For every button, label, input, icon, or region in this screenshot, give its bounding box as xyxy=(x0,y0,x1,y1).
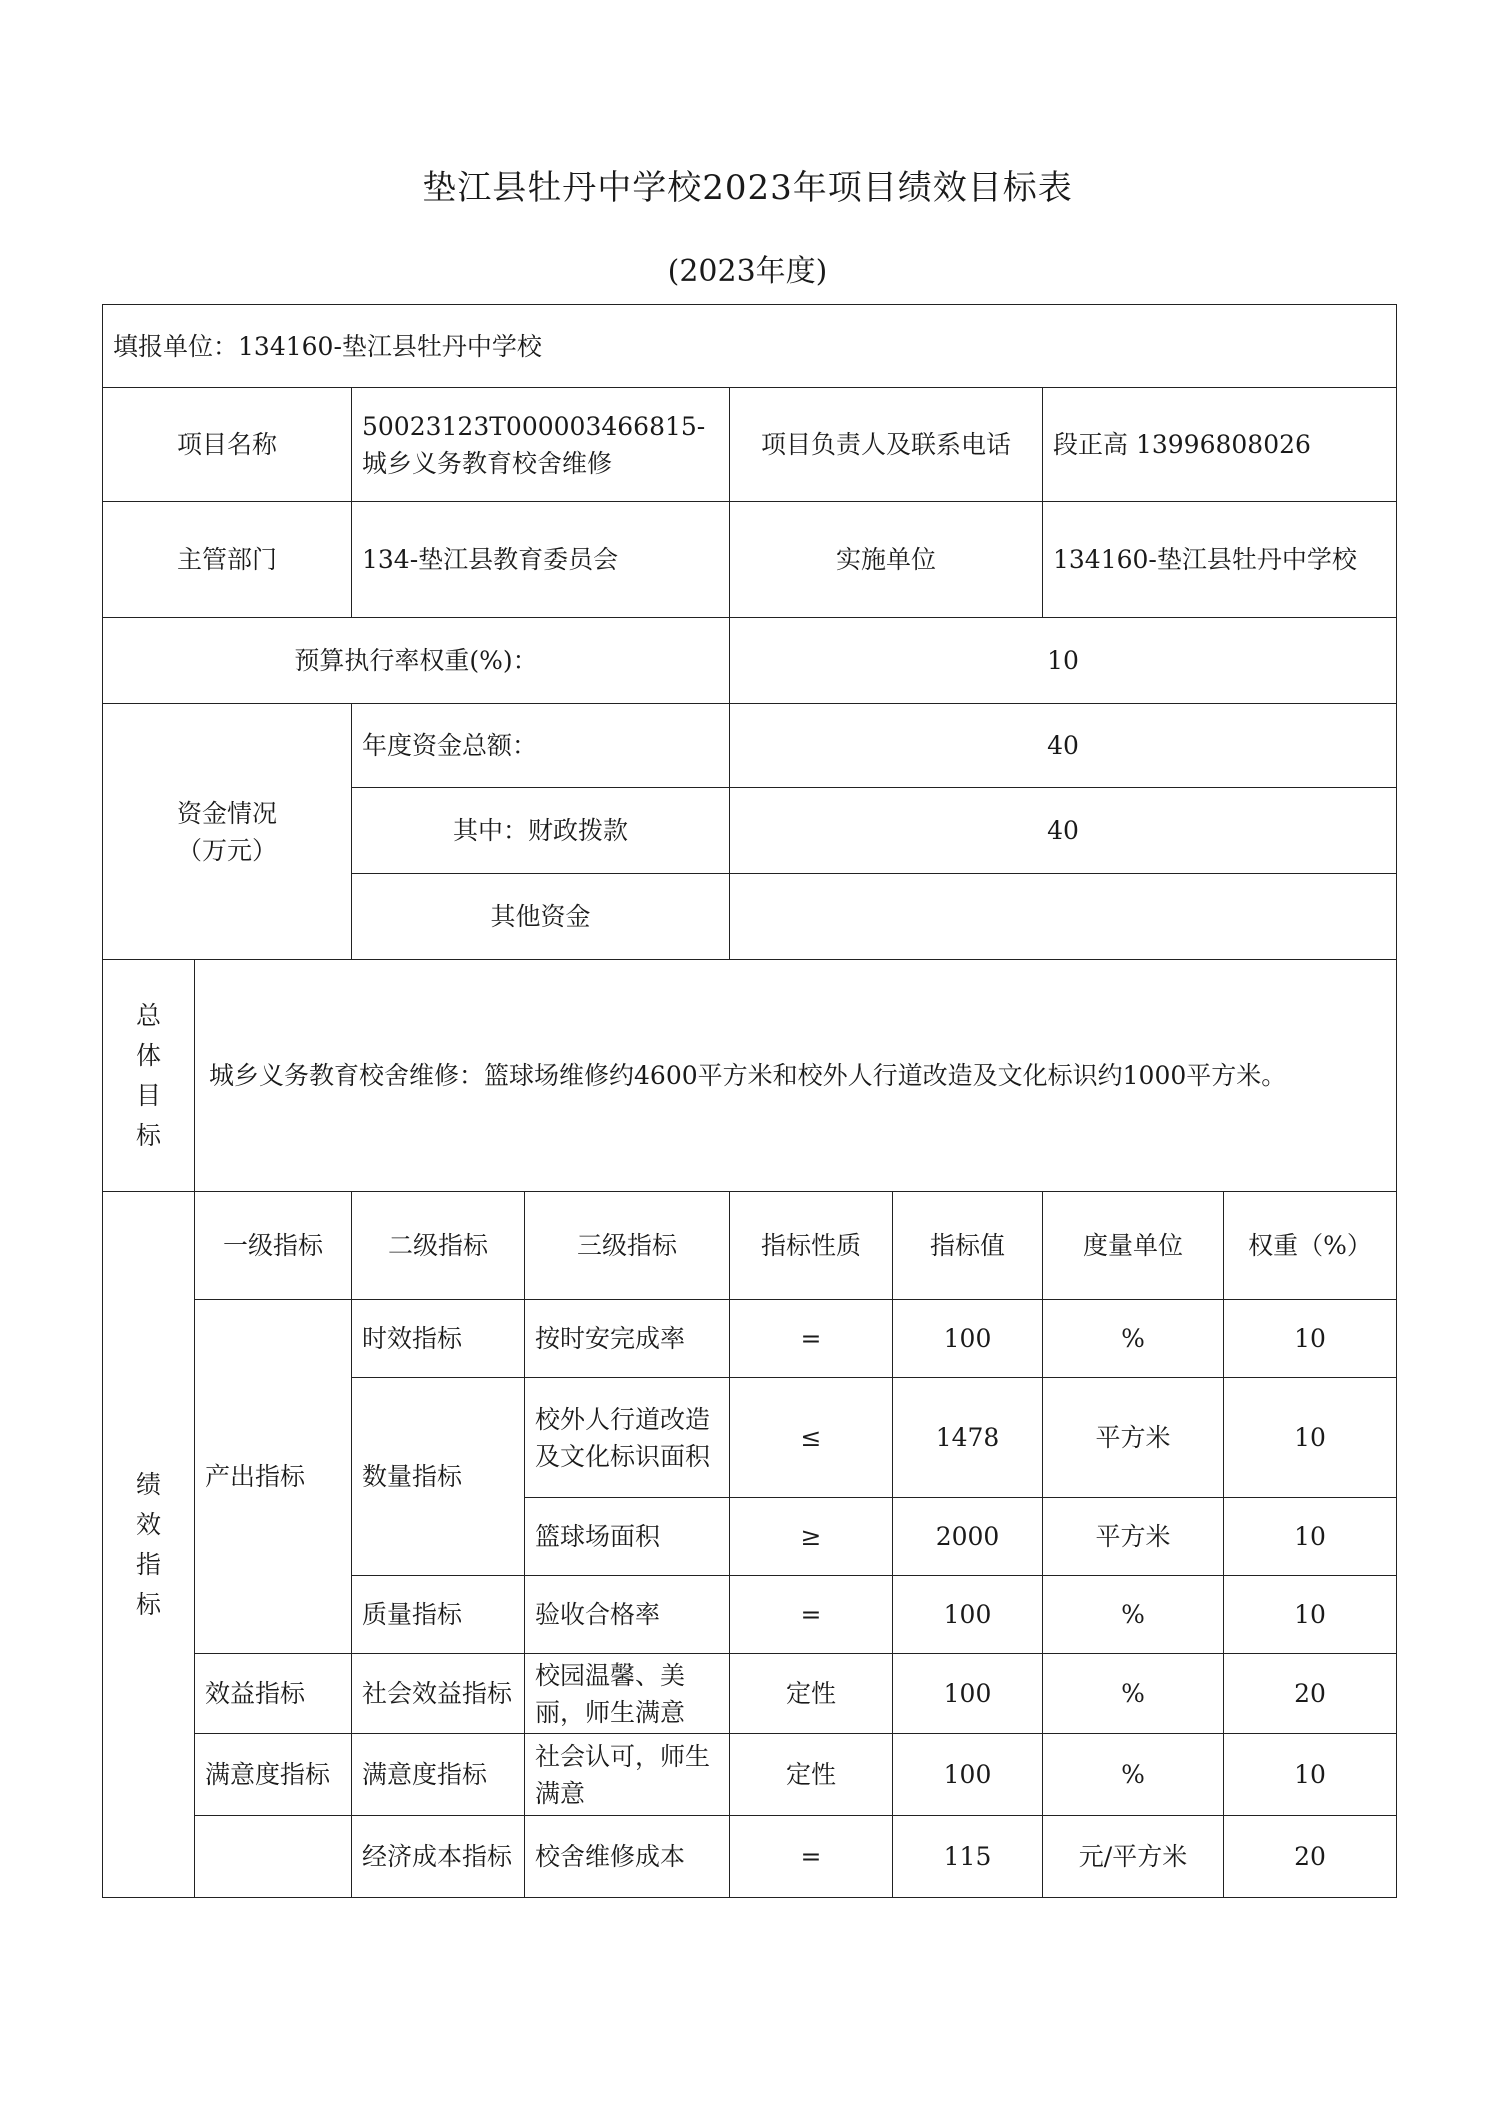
department-label: 主管部门 xyxy=(103,502,352,618)
implementing-unit-value: 134160-垫江县牡丹中学校 xyxy=(1043,502,1397,618)
value-cell: 1478 xyxy=(893,1378,1043,1498)
header-weight: 权重（%） xyxy=(1224,1192,1397,1300)
budget-weight-label: 预算执行率权重(%)： xyxy=(103,618,730,704)
funds-total-label: 年度资金总额： xyxy=(352,704,730,788)
funds-fiscal-value: 40 xyxy=(730,788,1397,874)
weight-cell: 20 xyxy=(1224,1654,1397,1734)
level2-satisfaction: 满意度指标 xyxy=(352,1734,525,1816)
value-cell: 115 xyxy=(893,1816,1043,1898)
header-level1: 一级指标 xyxy=(195,1192,352,1300)
weight-cell: 10 xyxy=(1224,1734,1397,1816)
level2-timeliness: 时效指标 xyxy=(352,1300,525,1378)
nature-cell: 定性 xyxy=(730,1654,893,1734)
funds-other-value xyxy=(730,874,1397,960)
funds-other-label: 其他资金 xyxy=(352,874,730,960)
funds-label-line1: 资金情况 xyxy=(176,798,277,828)
filing-unit-row xyxy=(103,305,1397,388)
funds-label-line2: （万元） xyxy=(176,835,277,865)
overall-goal-char: 体 xyxy=(135,1040,161,1070)
page-title: 垫江县牡丹中学校2023年项目绩效目标表 xyxy=(422,168,1073,208)
project-manager-value: 段正高 13996808026 xyxy=(1043,388,1397,502)
header-unit: 度量单位 xyxy=(1043,1192,1224,1300)
budget-weight-value: 10 xyxy=(730,618,1397,704)
funds-fiscal-label: 其中：财政拨款 xyxy=(352,788,730,874)
overall-goal-char: 总 xyxy=(135,1000,161,1030)
value-cell: 100 xyxy=(893,1734,1043,1816)
weight-cell: 20 xyxy=(1224,1816,1397,1898)
nature-cell: = xyxy=(730,1816,893,1898)
overall-goal-char: 目 xyxy=(135,1080,161,1110)
unit-cell: % xyxy=(1043,1654,1224,1734)
value-cell: 100 xyxy=(893,1654,1043,1734)
unit-cell: 元/平方米 xyxy=(1043,1816,1224,1898)
level3-cell: 社会认可，师生满意 xyxy=(525,1734,730,1816)
indicators-char: 标 xyxy=(135,1589,161,1619)
budget-weight-row xyxy=(103,618,1397,704)
level1-blank xyxy=(195,1816,352,1898)
project-name-label: 项目名称 xyxy=(103,388,352,502)
department-row xyxy=(103,502,1397,618)
unit-cell: 平方米 xyxy=(1043,1498,1224,1576)
level3-cell: 验收合格率 xyxy=(525,1576,730,1654)
weight-cell: 10 xyxy=(1224,1378,1397,1498)
indicators-label xyxy=(103,1192,195,1898)
nature-cell: ≥ xyxy=(730,1498,893,1576)
overall-goal-char: 标 xyxy=(135,1120,161,1150)
filing-unit-cell xyxy=(103,305,1397,388)
level3-cell: 校园温馨、美丽，师生满意 xyxy=(525,1654,730,1734)
header-nature: 指标性质 xyxy=(730,1192,893,1300)
indicator-row xyxy=(103,1654,1397,1734)
indicators-char: 指 xyxy=(135,1549,161,1579)
unit-cell: % xyxy=(1043,1734,1224,1816)
indicator-row xyxy=(103,1300,1397,1378)
overall-goal-text: 城乡义务教育校舍维修：篮球场维修约4600平方米和校外人行道改造及文化标识约1000平方米。 xyxy=(195,960,1397,1192)
header-value: 指标值 xyxy=(893,1192,1043,1300)
nature-cell: = xyxy=(730,1300,893,1378)
weight-cell: 10 xyxy=(1224,1300,1397,1378)
level2-quantity: 数量指标 xyxy=(352,1378,525,1576)
project-name-value: 50023123T000003466815-城乡义务教育校舍维修 xyxy=(352,388,730,502)
level2-social: 社会效益指标 xyxy=(352,1654,525,1734)
weight-cell: 10 xyxy=(1224,1576,1397,1654)
overall-goal-row xyxy=(103,960,1397,1192)
funds-label xyxy=(103,704,352,960)
project-name-row xyxy=(103,388,1397,502)
header-level2: 二级指标 xyxy=(352,1192,525,1300)
level3-cell: 按时安完成率 xyxy=(525,1300,730,1378)
value-cell: 100 xyxy=(893,1300,1043,1378)
value-cell: 100 xyxy=(893,1576,1043,1654)
unit-cell: % xyxy=(1043,1576,1224,1654)
level1-output: 产出指标 xyxy=(195,1300,352,1654)
level3-cell: 校外人行道改造及文化标识面积 xyxy=(525,1378,730,1498)
level1-benefit: 效益指标 xyxy=(195,1654,352,1734)
weight-cell: 10 xyxy=(1224,1498,1397,1576)
page-subtitle: (2023年度) xyxy=(667,254,828,289)
filing-unit-value: 134160-垫江县牡丹中学校 xyxy=(238,331,542,361)
unit-cell: 平方米 xyxy=(1043,1378,1224,1498)
nature-cell: 定性 xyxy=(730,1734,893,1816)
indicators-char: 效 xyxy=(135,1509,161,1539)
funds-total-row xyxy=(103,704,1397,788)
level3-cell: 校舍维修成本 xyxy=(525,1816,730,1898)
header-level3: 三级指标 xyxy=(525,1192,730,1300)
nature-cell: ≤ xyxy=(730,1378,893,1498)
level1-satisfaction: 满意度指标 xyxy=(195,1734,352,1816)
filing-unit-label: 填报单位： xyxy=(113,331,239,361)
funds-total-value: 40 xyxy=(730,704,1397,788)
overall-goal-label xyxy=(103,960,195,1192)
value-cell: 2000 xyxy=(893,1498,1043,1576)
indicator-row xyxy=(103,1734,1397,1816)
indicator-row xyxy=(103,1816,1397,1898)
project-manager-label: 项目负责人及联系电话 xyxy=(730,388,1043,502)
level2-quality: 质量指标 xyxy=(352,1576,525,1654)
indicators-char: 绩 xyxy=(135,1469,161,1499)
level3-cell: 篮球场面积 xyxy=(525,1498,730,1576)
level2-cost: 经济成本指标 xyxy=(352,1816,525,1898)
implementing-unit-label: 实施单位 xyxy=(730,502,1043,618)
indicator-header-row xyxy=(103,1192,1397,1300)
performance-target-table xyxy=(102,304,1397,1898)
nature-cell: = xyxy=(730,1576,893,1654)
unit-cell: % xyxy=(1043,1300,1224,1378)
department-value: 134-垫江县教育委员会 xyxy=(352,502,730,618)
